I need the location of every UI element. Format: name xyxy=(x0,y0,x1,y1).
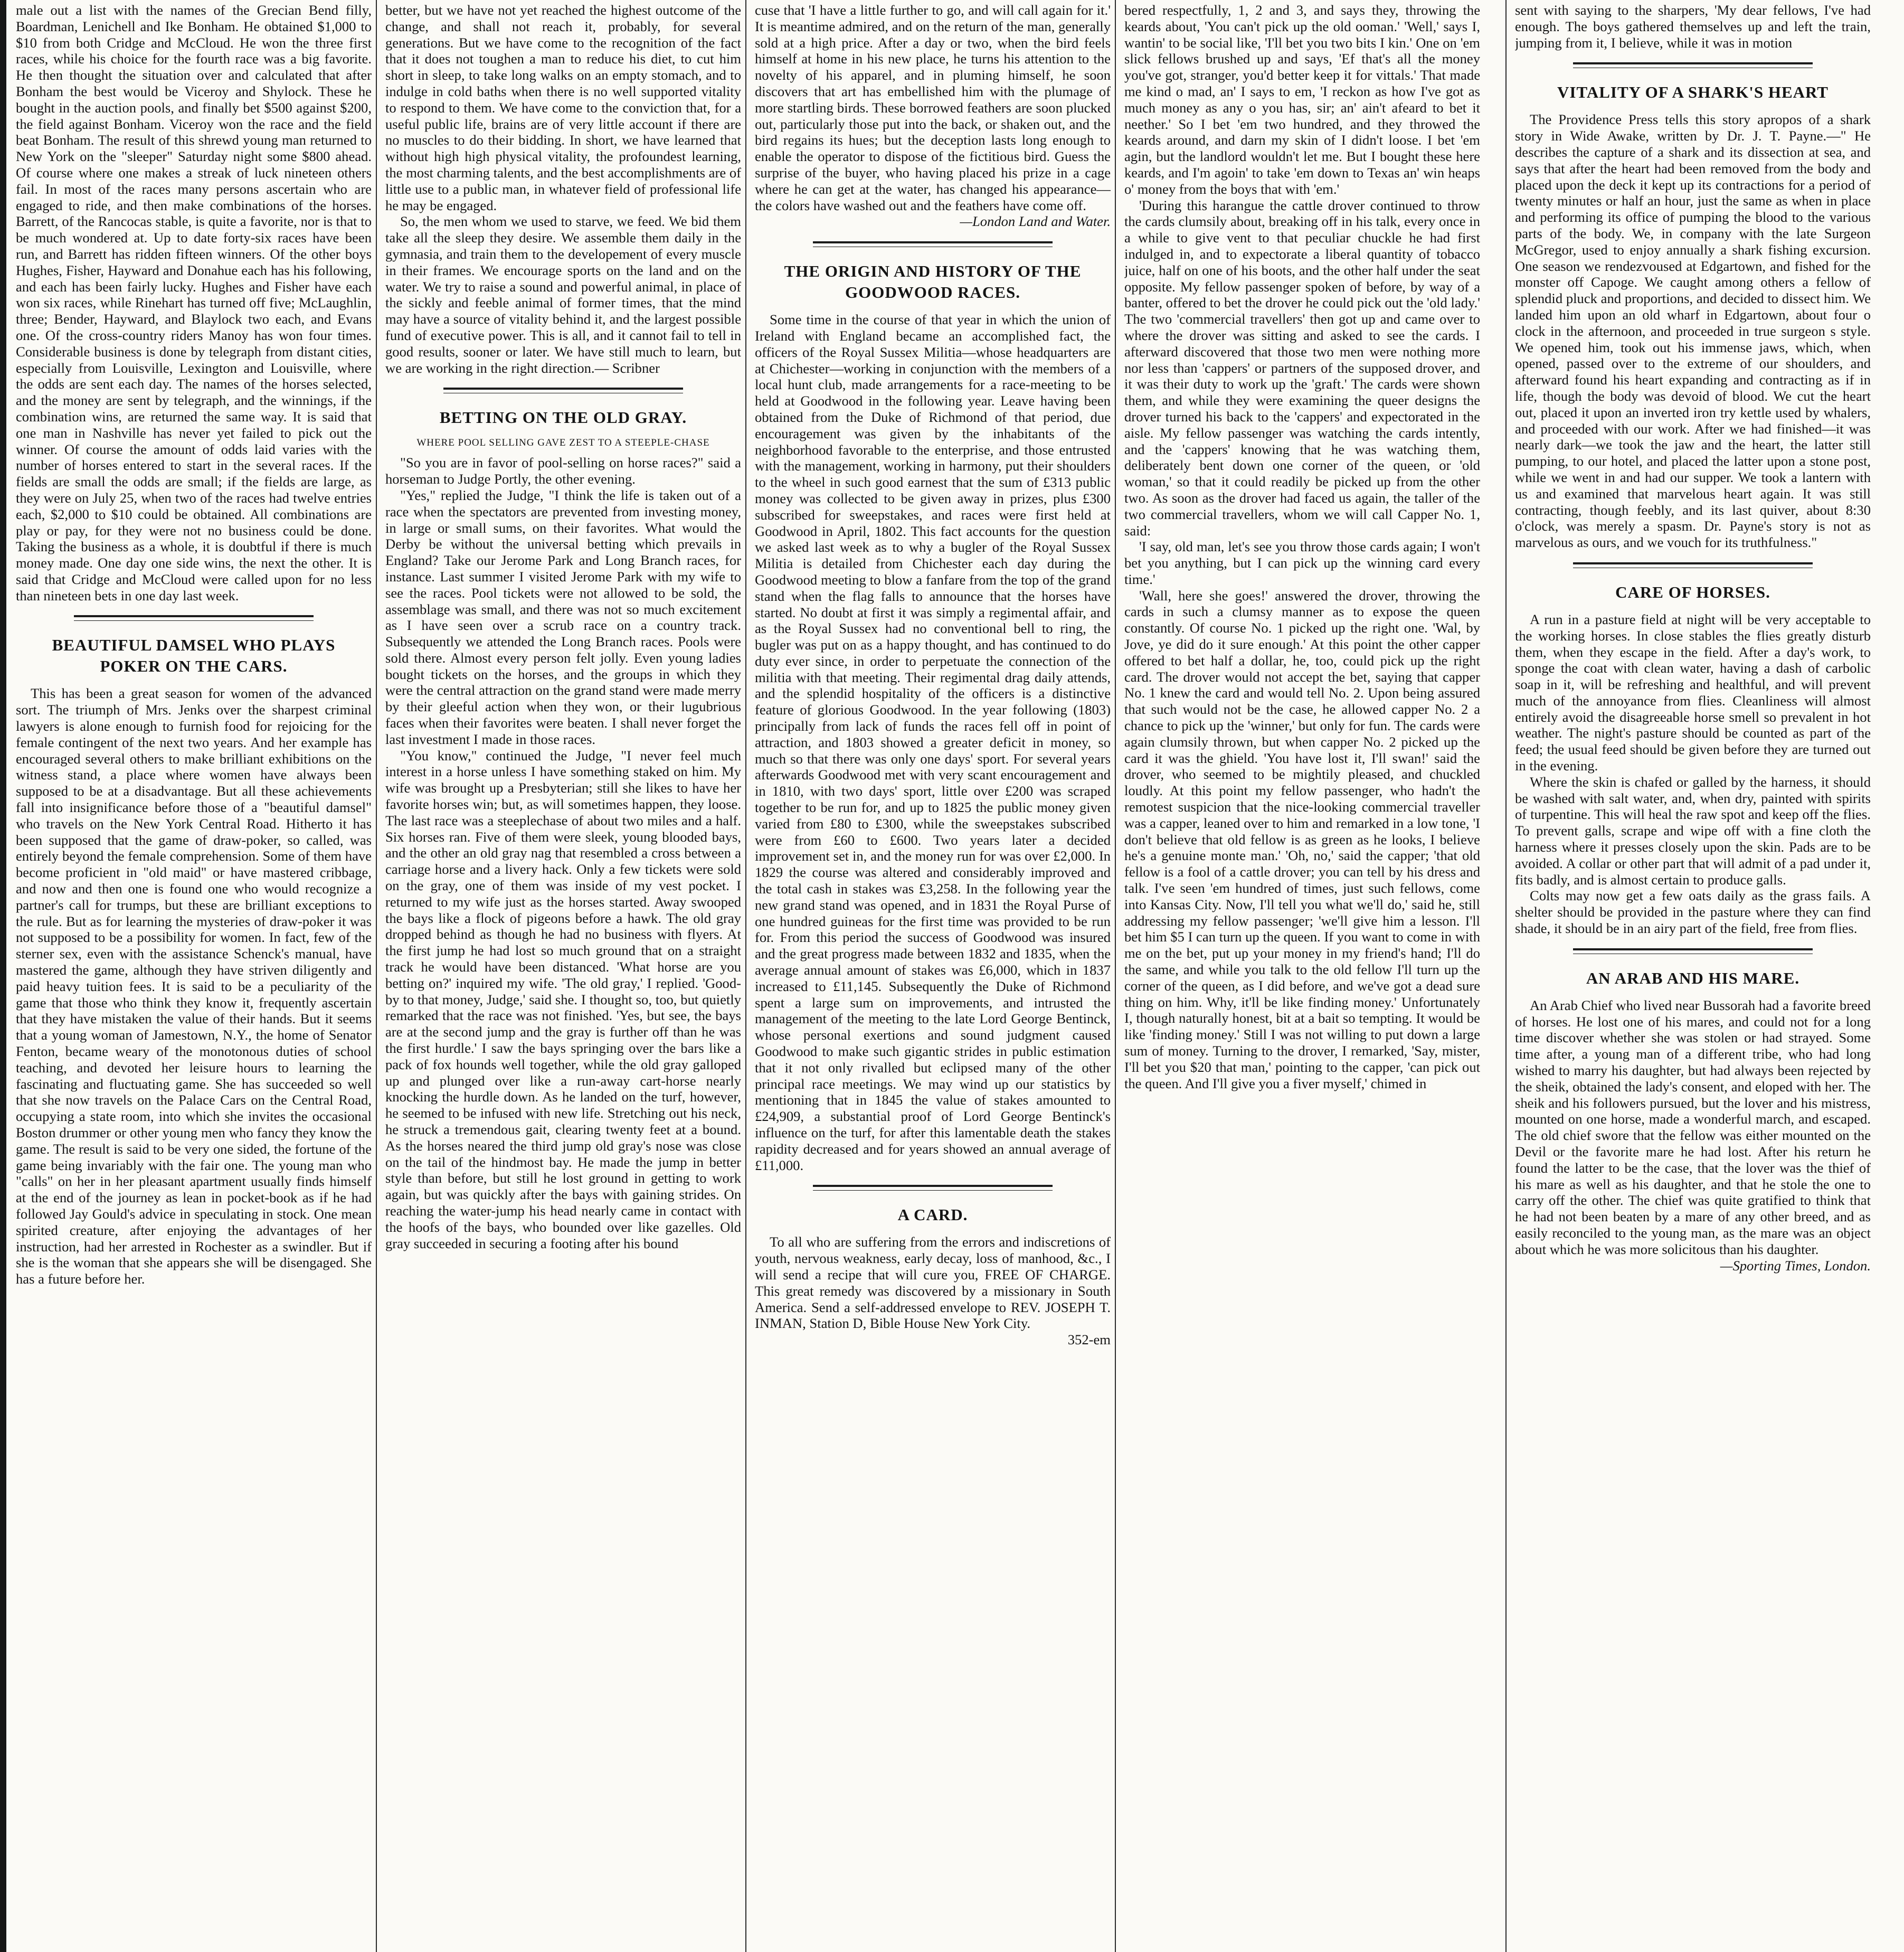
article-heading-old-gray: BETTING ON THE OLD GRAY. xyxy=(439,408,687,427)
advert-text: To all who are suffering from the errors and indiscretions of youth, nervous weakness, early decay, loss of manhood, &c., I will send a recipe that will cure you, FREE OF CHARGE. This great remedy was discovered by a missionary in South America. Send a self-addressed envelope to REV. JOSEPH T. INMAN, Station D, Bible House New York City. xyxy=(755,1234,1111,1332)
article-paragraph: An Arab Chief who lived near Bussorah had a favorite breed of horses. He lost one of his mares, and could not for a long time discover whether she was stolen or had strayed. Some time after, a young man of a different tribe, who had long wished to marry his daughter, but had always been rejected by the sheik, obtained the lady's consent, and eloped with her. The sheik and his followers pursued, but the lover and his mistress, mounted on one horse, made a wonderful march, and escaped. The old chief swore that the fellow was either mounted on the Devil or the favorite mare he had lost. After his return he found the latter to be the case, that the lover was the thief of his mare as well as his daughter, and that he stole the one to carry off the other. The chief was quite gratified to think that he had not been beaten by a mare of any other breed, and as easily reconciled to the young man, as the mare was an object about which he was more solicitous than his daughter. xyxy=(1515,997,1871,1257)
article-heading-goodwood: THE ORIGIN AND HISTORY OF THE GOODWOOD RACES. xyxy=(784,262,1082,302)
section-rule xyxy=(74,615,314,621)
article-heading-poker: BEAUTIFUL DAMSEL WHO PLAYS POKER ON THE CARS. xyxy=(52,636,336,676)
article-heading-shark: VITALITY OF A SHARK'S HEART xyxy=(1557,83,1829,102)
article-paragraph: The Providence Press tells this story apropos of a shark story in Wide Awake, written by Dr. J. T. Payne.—" He describes the capture of a shark and its dissection at sea, and says that after the heart had been removed from the body and placed upon the deck it kept up its contractions for a period of twenty minutes or half an hour, just the same as when in place and performing its office of pumping the blood to the various parts of the body. We, in company with the late Surgeon McGregor, used to enjoy annually a shark fishing excursion. One season we rendezvoused at Edgartown, and fished for the monster off Capoge. We caught among others a fellow of splendid pluck and proportions, and decided to dissect him. We landed him upon an old wharf in Edgartown, about four o clock in the afternoon, and proceeded in true surgeon s style. We opened him, took out his immense jaws, which, when opened, passed over to the extreme of our shoulders, and afterward found his heart expanding and contracting as if in life, though the body was devoid of blood. We cut the heart out, placed it upon an inverted iron try kettle used by whalers, and proceeded with our work. After we had finished—it was nearly dark—we took the jaw and the heart, the latter still pumping, to our hotel, and placed the latter upon a stone post, while we went in and had our supper. We took a lantern with us and examined that marvelous heart again. It was still contracting, though feebly, and its last quiver, about 8:30 o'clock, was merely a spasm. Dr. Payne's story is not as marvelous as ours, and we vouch for its truthfulness." xyxy=(1515,111,1871,551)
continued-monte-text: bered respectfully, 1, 2 and 3, and says they, throwing the keards about, 'You can't pick up the old ooman.' 'Well,' says I, wantin' to be social like, 'I'll bet you two bits I kin.' One on 'em slick fellows brushed up and says, 'Ef that's all the money you've got, stranger, you'd better keep it for vittals.' That made me kind o mad, an' I says to em, 'I reckon as how I've got as much money as any o you has, sir; an' ain't afeard to bet it neether.' So I bet 'em two hundred, and they throwed the keards around, and darn my skin of I didn't loose. I bet 'em agin, but the landlord wouldn't let me. But I bought these here keards, and I'm agoin' to take 'em down to Texas an' win heaps o' money from the boys that with 'em.' xyxy=(1124,2,1480,197)
column-rule xyxy=(1115,0,1116,1952)
section-rule xyxy=(443,388,683,393)
column-rule xyxy=(1505,0,1507,1952)
article-paragraph: Some time in the course of that year in which the union of Ireland with England became an accomplished fact, the officers of the Royal Sussex Militia—whose headquarters are at Chichester—working in conjunction with the members of a local hunt club, made arrangements for a race-meeting to be held at Goodwood in the following year. Leave having been obtained from the Duke of Richmond of that period, due encouragement was given by the inhabitants of the neighborhood favorable to the enterprise, and those entrusted with the management, working in harmony, put their shoulders to the wheel in such good earnest that the sum of £313 public money was collected to be given away in prizes, plus £300 subscribed for sweepstakes, and races were first held at Goodwood in April, 1802. This fact accounts for the question we asked last week as to why a bugler of the Royal Sussex Militia is detailed from Chichester each day during the Goodwood meeting to blow a fanfare from the top of the grand stand when the flag falls to announce that the horses have started. No doubt at first it was simply a regimental affair, and as the Royal Sussex had no conventional bell to ring, the bugler was put on as a happy thought, and has continued to do duty ever since, in order to perpetuate the connection of the militia with that meeting. Their regimental drag daily attends, and the splendid hospitality of the officers is a distinctive feature of glorious Goodwood. In the year following (1803) principally from lack of funds the races fell off in point of attraction, and 1803 showed a greater deficit in money, so much so that there was only one days' sport. For several years afterwards Goodwood met with very scant encouragement and in 1810, with two days' sport, little over £200 was scraped together to be run for, and up to 1825 the public money given varied from £80 to £300, while the sweepstakes subscribed were from £60 to £600. Two years later a decided improvement set in, and the money run for was over £2,000. In 1829 the course was altered and considerably improved and the total cash in stakes was £3,258. In the following year the new grand stand was opened, and in 1831 the Royal Purse of one hundred guineas for the first time was provided to be run for. From this period the success of Goodwood was insured and the great progress made between 1832 and 1835, when the average annual amount of stakes was £6,000, which in 1837 increased to £11,145. Subsequently the Duke of Richmond spent a large sum on improvements, and intrusted the management of the meeting to the late Lord George Bentinck, whose personal exertions and sound judgment caused Goodwood to make such gigantic strides in public estimation that it not only rivalled but eclipsed many of the other principal race meetings. We may wind up our statistics by mentioning that in 1845 the value of stakes amounted to £24,909, a substantial proof of Lord George Bentinck's influence on the turf, for after this lamentable death the stakes rapidity decreased and for years showed an annual average of £11,000. xyxy=(755,312,1111,1173)
section-rule xyxy=(1573,62,1813,68)
article-paragraph: 'I say, old man, let's see you throw those cards again; I won't bet you anything, but I can pick up the winning card every time.' xyxy=(1124,539,1480,587)
article-heading-arab: AN ARAB AND HIS MARE. xyxy=(1586,968,1800,987)
binding-edge xyxy=(0,0,6,1952)
column-2 xyxy=(385,2,741,1945)
continued-monte-ending: sent with saying to the sharpers, 'My dear fellows, I've had enough. The boys gathered themselves up and left the train, jumping from it, I believe, while it was in motion xyxy=(1515,2,1871,51)
article-paragraph: 'During this harangue the cattle drover continued to throw the cards clumsily about, breaking off in his talk, every once in a while to give vent to that peculiar chuckle he had first indulged in, and to expectorate a liberal quantity of tobacco juice, half on one of his boots, and the other half under the seat opposite. My fellow passenger spoken of before, by way of a banter, offered to bet the drover he could pick out the 'old lady.' The two 'commercial travellers' then got up and came over to where the drover was sitting and asked to see the cards. I afterward discovered that those two men were nothing more nor less than 'cappers' or partners of the supposed drover, and it was their duty to work up the 'graft.' The cards were shown them, and while they were examining the queer designs the drover turned his back to the 'cappers' and expectorated in the aisle. My fellow passenger was watching the cards intently, and the 'cappers' knowing that he was watching them, deliberately bent down one corner of the queen, or 'old woman,' so that it could readily be picked up from the other two. As soon as the drover had faced us again, the taller of the two commercial travellers, whom we will call Capper No. 1, said: xyxy=(1124,197,1480,539)
continued-racing-text: male out a list with the names of the Grecian Bend filly, Boardman, Lenichell and Ike Bonham. He obtained $1,000 to $10 from both Cridge and McCloud. He won the three first races, while his choice for the fourth race was a big favorite. He then thought the situation over and calculated that after Bonham the best would be Viceroy and Shylock. These he bought in the auction pools, and finally bet $500 against $200, the field against Bonham. Viceroy won the race and the field beat Bonham. The result of this shrewd young man returned to New York on the "sleeper" Saturday night some $800 ahead. Of course where one makes a streak of luck nineteen others fail. In most of the races many persons ascertain who are engaged to ride, and then make combinations of the horses. Barrett, of the Rancocas stable, is quite a favorite, nor is that to be much wondered at. Up to date forty-six races have been run, and Barrett has ridden fifteen winners. Of the other boys Hughes, Fisher, Hayward and Donahue each has his following, and each has been fairly lucky. Hughes and Fisher have each won six races, while Rinehart has turned off five; McLaughlin, three; Bender, Hayward, and Blaylock two each, and Evans one. Of the cross-country riders Manoy has won four times. Considerable business is done by telegraph from distant cities, especially from Louisville, Lexington and Louisville, where the odds are sent each day. The names of the horses selected, and the money are sent by telegraph, and the winnings, if the combination wins, are returned the same way. It is said that one man in Nashville has never yet failed to pick out the winner. Of course the amount of odds laid varies with the number of horses entered to start in the several races. If the fields are small the odds are small; if the fields are large, as they were on July 25, when two of the races had twelve entries each, $2,000 to $10 could be obtained. All combinations are play or pay, for they were not no business could be done. Taking the business as a whole, it is doubtful if there is much money made. One day one side wins, the next the other. It is said that Cridge and McCloud were called upon for no less than nineteen bets in one day last week. xyxy=(16,2,372,603)
article-subheading: WHERE POOL SELLING GAVE ZEST TO A STEEPLE-CHASE xyxy=(416,437,710,449)
source-credit: —Sporting Times, London. xyxy=(1720,1257,1871,1274)
section-rule xyxy=(1573,562,1813,568)
source-credit: —London Land and Water. xyxy=(960,213,1111,230)
article-paragraph: A run in a pasture field at night will be very acceptable to the working horses. In close stables the flies greatly disturb them, when they escape in the field. After a day's work, to sponge the coat with clean water, having a dash of carbolic soap in it, will be refreshing and healthful, and will prevent much of the annoyance from flies. Cleanliness will almost entirely avoid the disagreeable horse smell so prevalent in hot weather. The night's pasture should be counted as part of the feed; the usual feed should be given before they are turned out in the evening. xyxy=(1515,611,1871,774)
advert-code: 352-em xyxy=(1067,1332,1111,1348)
article-paragraph: "You know," continued the Judge, "I never feel much interest in a horse unless I have something staked on him. My wife was brought up a Presbyterian; still she likes to have her favorite horses win; but, as will sometimes happen, they loose. The last race was a steeplechase of about two miles and a half. Six horses ran. Five of them were sleek, young blooded bays, and the other an old gray nag that resembled a cross between a carriage horse and a livery hack. Only a few tickets were sold on the gray, one of them was inside of my vest pocket. I returned to my wife just as the horses started. Away swooped the bays like a flock of pigeons before a hawk. The old gray dropped behind as though he had no business with flyers. At the first jump he had lost so much ground that on a straight track he would have been distanced. 'What horse are you betting on?' inquired my wife. 'The old gray,' I replied. 'Good-by to that money, Judge,' said she. I thought so, too, but quietly remarked that the race was not finished. 'Yes, but see, the bays are at the second jump and the gray is further off than he was the first hurdle.' I saw the bays springing over the bars like a pack of fox hounds well together, while the old gray galloped up and plunged over like a run-away cart-horse nearly knocking the hurdle down. As he landed on the turf, however, he seemed to be infused with new life. Stretching out his neck, he struck a tremendous gait, clearing twenty feet at a bound. As the horses neared the third jump old gray's nose was close on the tail of the hindmost bay. He made the jump in better style than before, but still he lost ground in getting to work again, but was quickly after the bays with gaining strides. On reaching the water-jump his head nearly came in contact with the hoofs of the bays, who bounded over like gazelles. Old gray succeeded in securing a footing after his bound xyxy=(385,747,741,1251)
column-1 xyxy=(16,2,372,1945)
section-rule xyxy=(813,241,1053,247)
column-5 xyxy=(1515,2,1871,1945)
article-paragraph: 'Wall, here she goes!' answered the drover, throwing the cards in such a clumsy manner as to expose the queen constantly. Of course No. 1 picked up the right one. 'Wal, by Jove, ye did do it sure enough.' At this point the other capper offered to bet half a dollar, he, too, could pick up the right card. The drover would not accept the bet, saying that capper No. 1 knew the card and would tell No. 2. Upon being assured that such would not be the case, he allowed capper No. 2 a chance to pick up the 'winner,' but only for fun. The cards were again clumsily thrown, but when capper No. 2 picked up the card it was the ghield. 'You have lost it, I'll swan!' said the drover, who seemed to be mightily pleased, and chuckled loudly. At this point my fellow passenger, who hadn't the remotest suspicion that the nice-looking commercial traveller was a capper, leaned over to him and remarked in a low tone, 'I don't believe that old fellow is as green as he looks, I believe he's a genuine monte man.' 'Oh, no,' said the capper; 'that old fellow is a fool of a cattle drover; you can tell by his dress and talk. I've seen 'em hundred of times, just such fellows, come into Kansas City. Now, I'll tell you what we'll do,' said he, still addressing my fellow passenger; 'we'll give him a lesson. I'll bet him $5 I can turn up the queen. If you want to come in with me on the bet, put up your money in my friend's hand; I'll do the same, and while you talk to the old fellow I'll turn up the corner of the queen, as I did before, and we've got a dead sure thing on him. Why, it'll be like finding money.' Unfortunately I, though naturally honest, bit at a bait so tempting. It would be like 'finding money.' Still I was not willing to put down a large sum of money. Turning to the drover, I remarked, 'Say, mister, I'll bet you $20 that man,' pointing to the capper, 'can pick out the queen. And I'll give you a fiver myself,' chimed in xyxy=(1124,587,1480,1091)
continued-vitality-text: better, but we have not yet reached the highest outcome of the change, and shall not reach it, probably, for several generations. But we have come to the recognition of the fact that it does not toughen a man to reduce his diet, to cut him short in sleep, to take long walks on an empty stomach, and to indulge in cold baths when there is no well supported vitality to respond to them. We have come to the conviction that, for a useful public life, brains are of very little account if there are no muscles to do their bidding. In short, we have learned that without high high physical vitality, the profoundest learning, the most charming talents, and the best accomplishments are of little use to a public man, in whatever field of professional life he may be engaged. xyxy=(385,2,741,213)
article-paragraph: "Yes," replied the Judge, "I think the life is taken out of a race when the spectators are prevented from investing money, in large or small sums, on their favorites. What would the Derby be without the universal betting which prevails in England? Take our Jerome Park and Long Branch races, for instance. Last summer I visited Jerome Park with my wife to see the races. Pool tickets were not allowed to be sold, the assemblage was small, and there was not so much excitement as I have seen over a scrub race on a country track. Subsequently we attended the Long Branch races. Pools were sold there. Almost every person felt jolly. Even young ladies bought tickets on the horses, and the groups in which they were the central attraction on the grand stand were made merry by their gleeful action when they won, or their lugubrious faces when their favorites were beaten. I shall never forget the last investment I made in those races. xyxy=(385,487,741,747)
section-rule xyxy=(1573,948,1813,954)
article-paragraph: So, the men whom we used to starve, we feed. We bid them take all the sleep they desire. We assemble them daily in the gymnasia, and train them to the developement of every muscle in their frames. We encourage sports on the land and on the water. We try to raise a sound and powerful animal, in place of the sickly and feeble animal of former times, that the mind may have a source of vitality behind it, and the largest possible fund of executive power. This is all, and it cannot fail to tell in good results, sooner or later. We have still much to learn, but we are working in the right direction.— Scribner xyxy=(385,213,741,376)
continued-bird-text: cuse that 'I have a little further to go, and will call again for it.' It is meantime admired, and on the return of the man, generally sold at a high price. After a day or two, when the bird feels himself at home in his new place, he turns his attention to the novelty of his apparel, and in pluming himself, he soon discovers that art has embellished him with the plumage of more startling birds. These borrowed feathers are soon plucked out, particularly those put into the back, or shaken out, and the bird regains its hues; but the deception lasts long enough to enable the operator to dispose of the fictitious bird. Guess the surprise of the buyer, who having placed his prize in a cage where he can get at the water, has changed his appearance—the colors have washed out and the feathers have come off. xyxy=(755,2,1111,213)
article-paragraph: Where the skin is chafed or galled by the harness, it should be washed with salt water, and, when dry, painted with spirits of turpentine. This will heal the raw spot and keep off the flies. To prevent galls, scrape and wipe off with a fine cloth the harness where it presses closely upon the skin. Pads are to be avoided. A collar or other part that will admit of a pad under it, fits badly, and is almost certain to produce galls. xyxy=(1515,774,1871,888)
column-4 xyxy=(1124,2,1480,1945)
article-heading-horses: CARE OF HORSES. xyxy=(1615,582,1770,601)
column-rule xyxy=(376,0,377,1952)
advert-heading-card: A CARD. xyxy=(897,1205,968,1224)
column-rule xyxy=(745,0,746,1952)
section-rule xyxy=(813,1185,1053,1191)
article-paragraph: "So you are in favor of pool-selling on horse races?" said a horseman to Judge Portly, the other evening. xyxy=(385,455,741,487)
article-paragraph: This has been a great season for women of the advanced sort. The triumph of Mrs. Jenks over the sharpest criminal lawyers is alone enough to furnish food for rejoicing for the female contingent of the next two years. And her example has encouraged several others to make brilliant exhibitions on the witness stand, a place where women have always been supposed to be at a disadvantage. But all these achievements fall into insignificance before those of a "beautiful damsel" who travels on the New York Central Road. Hitherto it has been supposed that the game of draw-poker, so called, was entirely beyond the female comprehension. Some of them have become proficient in "old maid" or have mastered cribbage, and now and then one is found one who would recognize a partner's call for trumps, but these are brilliant exceptions to the rule. But as for learning the mysteries of draw-poker it was not supposed to be a possibility for women. In fact, few of the sterner sex, even with the assistance Schenck's manual, have mastered the game, although they have striven diligently and paid heavy tuition fees. It is said to be a peculiarity of the game that those who think they know it, frequently ascertain that they have mistaken the value of their hands. But it seems that a young woman of Jamestown, N.Y., the home of Senator Fenton, became weary of the monotonous duties of school teaching, and devoted her leisure hours to learning the fascinating and fluctuating game. She has succeeded so well that she now travels on the Palace Cars on the Central Road, occupying a state room, into which she invites the occasional Boston drummer or other young men who fancy they know the game. The result is said to be very one sided, the fortune of the game being invariably with the fair one. The young man who "calls" on her in her pleasant apartment usually finds himself at the end of the journey as lean in pocket-book as if he had followed Jay Gould's advice in speculating in stock. One mean spirited creature, after enjoying the advantages of her instruction, had her arrested in Rochester as a swindler. But if she is the woman that she appears she will be disengaged. She has a future before her. xyxy=(16,685,372,1287)
column-3 xyxy=(755,2,1111,1945)
article-paragraph: Colts may now get a few oats daily as the grass fails. A shelter should be provided in the pasture where they can find shade, it should be in an airy part of the field, free from flies. xyxy=(1515,888,1871,937)
